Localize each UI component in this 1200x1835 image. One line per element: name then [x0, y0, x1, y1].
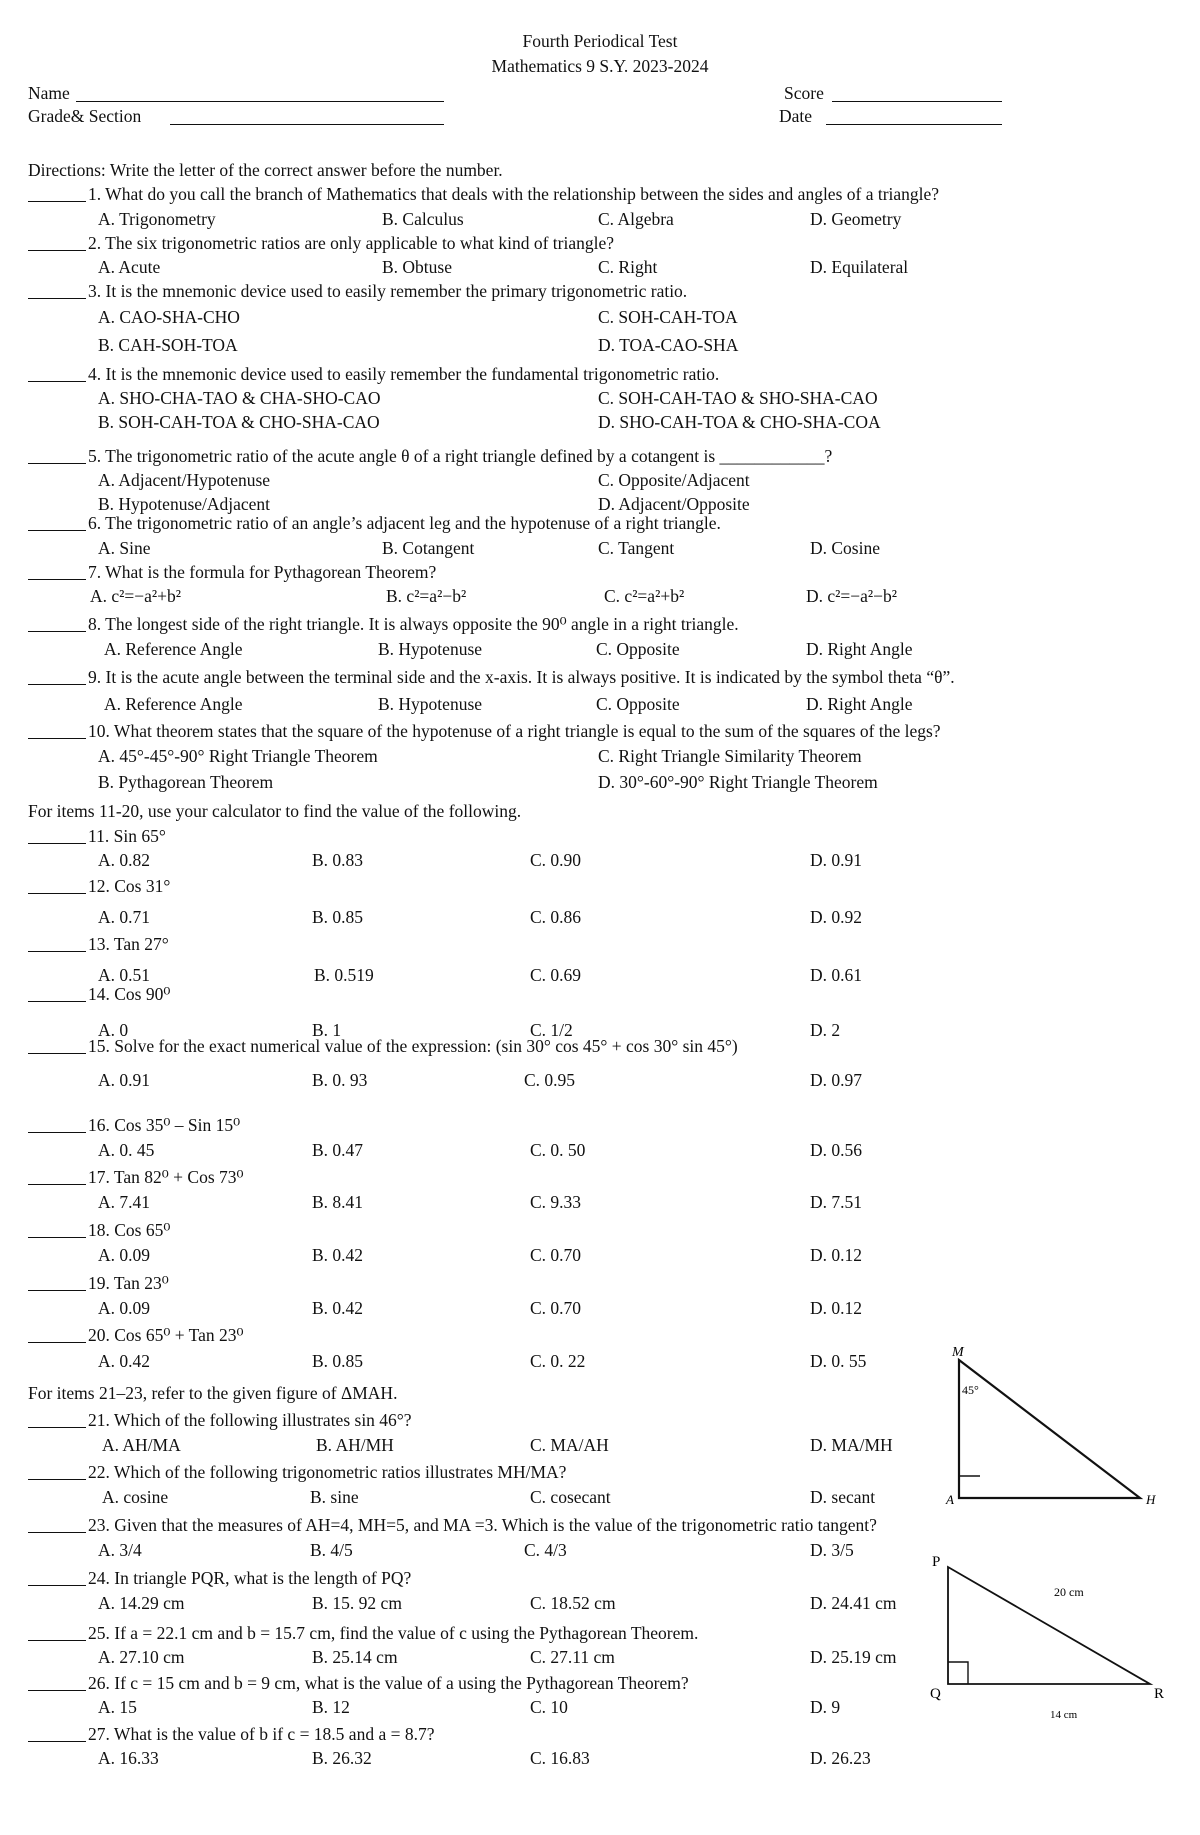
answer-choice: D. TOA-CAO-SHA: [598, 335, 739, 355]
answer-choice: A. 3/4: [98, 1540, 142, 1560]
answer-choice: C. 0.95: [524, 1070, 576, 1090]
answer-choice: A. 0.09: [98, 1298, 151, 1318]
question-stem: 11. Sin 65°: [88, 826, 166, 846]
answer-blank[interactable]: [28, 631, 86, 632]
answer-choice: B. SOH-CAH-TOA & CHO-SHA-CAO: [98, 412, 380, 432]
answer-choice: D. Adjacent/Opposite: [598, 494, 750, 514]
answer-choice: B. 25.14 cm: [312, 1647, 398, 1667]
answer-blank[interactable]: [28, 1132, 86, 1133]
answer-choice: C. 0.70: [530, 1245, 582, 1265]
question-stem: 3. It is the mnemonic device used to easily remember the primary trigonometric ratio.: [88, 281, 688, 301]
answer-choice: A. Acute: [98, 257, 161, 277]
grade-section-field[interactable]: [170, 124, 444, 125]
answer-choice: B. 26.32: [312, 1748, 372, 1768]
question-stem: 18. Cos 65⁰: [88, 1220, 171, 1240]
answer-choice: D. 0.97: [810, 1070, 863, 1090]
answer-blank[interactable]: [28, 1741, 86, 1742]
answer-choice: B. sine: [310, 1487, 359, 1507]
answer-choice: B. 1: [312, 1020, 342, 1040]
answer-choice: C. Right Triangle Similarity Theorem: [598, 746, 862, 766]
answer-choice: B. 15. 92 cm: [312, 1593, 402, 1613]
answer-blank[interactable]: [28, 250, 86, 251]
answer-choice: B. Calculus: [382, 209, 464, 229]
answer-choice: C. MA/AH: [530, 1435, 609, 1455]
answer-choice: C. Right: [598, 257, 658, 277]
answer-choice: B. c²=a²−b²: [386, 586, 467, 606]
answer-blank[interactable]: [28, 1001, 86, 1002]
answer-blank[interactable]: [28, 381, 86, 382]
question-stem: 16. Cos 35⁰ – Sin 15⁰: [88, 1115, 241, 1135]
answer-choice: D. secant: [810, 1487, 876, 1507]
answer-choice: A. c²=−a²+b²: [90, 586, 182, 606]
answer-choice: D. 2: [810, 1020, 841, 1040]
answer-choice: B. 4/5: [310, 1540, 353, 1560]
answer-choice: C. 1/2: [530, 1020, 573, 1040]
question-stem: 25. If a = 22.1 cm and b = 15.7 cm, find the value of c using the Pythagorean Theorem.: [88, 1623, 699, 1643]
date-label: Date: [779, 106, 813, 126]
question-stem: 22. Which of the following trigonometric ratios illustrates MH/MA?: [88, 1462, 567, 1482]
answer-choice: A. Sine: [98, 538, 151, 558]
answer-choice: C. c²=a²+b²: [604, 586, 685, 606]
answer-choice: A. cosine: [102, 1487, 169, 1507]
question-stem: 12. Cos 31°: [88, 876, 171, 896]
grade-section-label: Grade& Section: [28, 106, 142, 126]
question-stem: 19. Tan 23⁰: [88, 1273, 169, 1293]
answer-choice: C. Opposite: [596, 694, 680, 714]
answer-choice: A. Reference Angle: [104, 694, 243, 714]
answer-blank[interactable]: [28, 1290, 86, 1291]
answer-blank[interactable]: [28, 201, 86, 202]
answer-blank[interactable]: [28, 1690, 86, 1691]
triangle-pqr: [948, 1567, 1150, 1684]
answer-choice: D. Geometry: [810, 209, 902, 229]
answer-choice: A. 0.51: [98, 965, 151, 985]
answer-choice: D. Cosine: [810, 538, 880, 558]
question-stem: 21. Which of the following illustrates sin 46°?: [88, 1410, 412, 1430]
answer-choice: B. Hypotenuse: [378, 694, 483, 714]
answer-blank[interactable]: [28, 1053, 86, 1054]
answer-blank[interactable]: [28, 579, 86, 580]
answer-choice: A. 0: [98, 1020, 129, 1040]
answer-choice: C. 0.69: [530, 965, 582, 985]
answer-choice: D. SHO-CAH-TOA & CHO-SHA-COA: [598, 412, 881, 432]
answer-choice: B. 0.85: [312, 1351, 364, 1371]
answer-choice: D. 26.23: [810, 1748, 871, 1768]
answer-choice: D. 3/5: [810, 1540, 854, 1560]
answer-choice: A. AH/MA: [102, 1435, 181, 1455]
answer-choice: B. Hypotenuse: [378, 639, 483, 659]
answer-choice: D. 0.91: [810, 850, 863, 870]
vertex-r-label: R: [1154, 1686, 1165, 1702]
answer-blank[interactable]: [28, 1427, 86, 1428]
right-angle-marker: [948, 1662, 968, 1684]
answer-blank[interactable]: [28, 1532, 86, 1533]
answer-choice: D. 30°-60°-90° Right Triangle Theorem: [598, 772, 878, 792]
answer-choice: A. CAO-SHA-CHO: [98, 307, 240, 327]
answer-choice: A. 0.09: [98, 1245, 151, 1265]
answer-choice: D. 9: [810, 1697, 841, 1717]
question-stem: 1. What do you call the branch of Mathematics that deals with the relationship between the sides and angles of a triangle?: [88, 184, 940, 204]
answer-choice: C. 18.52 cm: [530, 1593, 616, 1613]
answer-choice: B. Cotangent: [382, 538, 475, 558]
answer-choice: B. Pythagorean Theorem: [98, 772, 274, 792]
name-label: Name: [28, 83, 70, 103]
answer-choice: B. 0.42: [312, 1298, 364, 1318]
question-stem: 15. Solve for the exact numerical value of the expression: (sin 30° cos 45° + cos 30° sin 45°): [88, 1036, 738, 1056]
question-stem: 9. It is the acute angle between the terminal side and the x-axis. It is always positive. It is indicated by the symbol theta “θ”.: [88, 667, 955, 687]
answer-choice: C. SOH-CAH-TAO & SHO-SHA-CAO: [598, 388, 878, 408]
directions: Directions: Write the letter of the correct answer before the number.: [28, 160, 503, 180]
question-stem: 17. Tan 82⁰ + Cos 73⁰: [88, 1167, 244, 1187]
answer-choice: B. AH/MH: [316, 1435, 394, 1455]
answer-choice: B. 0.47: [312, 1140, 364, 1160]
answer-choice: A. Reference Angle: [104, 639, 243, 659]
answer-choice: C. 0. 22: [530, 1351, 586, 1371]
answer-choice: C. 0. 50: [530, 1140, 586, 1160]
base-label: 14 cm: [1050, 1709, 1078, 1721]
answer-choice: B. CAH-SOH-TOA: [98, 335, 238, 355]
answer-blank[interactable]: [28, 463, 86, 464]
answer-choice: A. 0.91: [98, 1070, 151, 1090]
question-stem: 23. Given that the measures of AH=4, MH=5, and MA =3. Which is the value of the trigonometric ratio tangent?: [88, 1515, 877, 1535]
mah-instruction: For items 21–23, refer to the given figure of ΔMAH.: [28, 1383, 398, 1403]
answer-blank[interactable]: [28, 1479, 86, 1480]
triangle-pqr-figure: [920, 1552, 1180, 1742]
answer-choice: A. 27.10 cm: [98, 1647, 185, 1667]
answer-choice: D. c²=−a²−b²: [806, 586, 898, 606]
hypotenuse-label: 20 cm: [1054, 1585, 1084, 1599]
answer-choice: D. Right Angle: [806, 639, 913, 659]
answer-choice: D. 7.51: [810, 1192, 863, 1212]
test-title: Fourth Periodical Test: [522, 31, 678, 51]
answer-choice: A. 7.41: [98, 1192, 151, 1212]
question-stem: 24. In triangle PQR, what is the length of PQ?: [88, 1568, 412, 1588]
answer-blank[interactable]: [28, 530, 86, 531]
answer-choice: C. 9.33: [530, 1192, 582, 1212]
answer-choice: B. 0.85: [312, 907, 364, 927]
answer-choice: A. 45°-45°-90° Right Triangle Theorem: [98, 746, 378, 766]
answer-choice: D. 0.12: [810, 1298, 863, 1318]
answer-choice: D. 0. 55: [810, 1351, 867, 1371]
answer-choice: B. 0.519: [314, 965, 374, 985]
answer-choice: A. 14.29 cm: [98, 1593, 185, 1613]
vertex-p-label: P: [932, 1554, 941, 1570]
answer-choice: C. Opposite: [596, 639, 680, 659]
answer-choice: A. 15: [98, 1697, 137, 1717]
answer-choice: A. 0.82: [98, 850, 151, 870]
answer-choice: D. 0.56: [810, 1140, 863, 1160]
answer-blank[interactable]: [28, 843, 86, 844]
answer-blank[interactable]: [28, 738, 86, 739]
answer-choice: A. SHO-CHA-TAO & CHA-SHO-CAO: [98, 388, 381, 408]
test-subtitle: Mathematics 9 S.Y. 2023-2024: [491, 56, 709, 76]
answer-choice: B. Hypotenuse/Adjacent: [98, 494, 271, 514]
score-field[interactable]: [832, 101, 1002, 102]
answer-choice: B. 0.83: [312, 850, 364, 870]
answer-choice: C. Tangent: [598, 538, 675, 558]
answer-blank[interactable]: [28, 1585, 86, 1586]
answer-choice: B. 0. 93: [312, 1070, 368, 1090]
answer-choice: C. Algebra: [598, 209, 674, 229]
answer-choice: A. 0. 45: [98, 1140, 155, 1160]
question-stem: 7. What is the formula for Pythagorean Theorem?: [88, 562, 437, 582]
answer-choice: A. Adjacent/Hypotenuse: [98, 470, 271, 490]
question-stem: 26. If c = 15 cm and b = 9 cm, what is the value of a using the Pythagorean Theorem?: [88, 1673, 689, 1693]
answer-choice: D. 0.61: [810, 965, 863, 985]
answer-choice: D. 0.92: [810, 907, 863, 927]
answer-choice: A. 0.71: [98, 907, 151, 927]
answer-blank[interactable]: [28, 893, 86, 894]
angle-label: 45°: [962, 1383, 979, 1397]
answer-choice: D. Right Angle: [806, 694, 913, 714]
answer-choice: B. 8.41: [312, 1192, 364, 1212]
question-stem: 14. Cos 90⁰: [88, 984, 171, 1004]
answer-choice: C. 4/3: [524, 1540, 567, 1560]
answer-blank[interactable]: [28, 1237, 86, 1238]
answer-choice: B. 0.42: [312, 1245, 364, 1265]
answer-choice: C. 0.86: [530, 907, 582, 927]
calculator-instruction: For items 11-20, use your calculator to find the value of the following.: [28, 801, 522, 821]
answer-choice: B. Obtuse: [382, 257, 452, 277]
answer-choice: C. 0.90: [530, 850, 582, 870]
answer-choice: C. 27.11 cm: [530, 1647, 615, 1667]
date-field[interactable]: [826, 124, 1002, 125]
score-label: Score: [784, 83, 824, 103]
answer-blank[interactable]: [28, 298, 86, 299]
answer-choice: C. cosecant: [530, 1487, 611, 1507]
question-stem: 20. Cos 65⁰ + Tan 23⁰: [88, 1325, 244, 1345]
question-stem: 6. The trigonometric ratio of an angle’s adjacent leg and the hypotenuse of a right triangle.: [88, 513, 721, 533]
vertex-a-label: A: [946, 1492, 954, 1507]
answer-blank[interactable]: [28, 1184, 86, 1185]
answer-blank[interactable]: [28, 684, 86, 685]
answer-choice: D. 24.41 cm: [810, 1593, 897, 1613]
question-stem: 5. The trigonometric ratio of the acute angle θ of a right triangle defined by a cotangent is ____________?: [88, 446, 833, 466]
triangle-mah: [959, 1360, 1140, 1498]
triangle-mah-figure: [942, 1338, 1182, 1518]
name-field[interactable]: [76, 101, 444, 102]
answer-blank[interactable]: [28, 951, 86, 952]
answer-blank[interactable]: [28, 1342, 86, 1343]
question-stem: 2. The six trigonometric ratios are only applicable to what kind of triangle?: [88, 233, 614, 253]
question-stem: 27. What is the value of b if c = 18.5 and a = 8.7?: [88, 1724, 435, 1744]
vertex-h-label: H: [1146, 1492, 1156, 1507]
answer-choice: C. 10: [530, 1697, 568, 1717]
question-stem: 8. The longest side of the right triangle. It is always opposite the 90⁰ angle in a right triangle.: [88, 614, 739, 634]
answer-choice: D. 25.19 cm: [810, 1647, 897, 1667]
answer-choice: C. 0.70: [530, 1298, 582, 1318]
answer-choice: B. 12: [312, 1697, 350, 1717]
question-stem: 10. What theorem states that the square of the hypotenuse of a right triangle is equal to the sum of the squares of the legs?: [88, 721, 941, 741]
answer-choice: D. Equilateral: [810, 257, 909, 277]
answer-choice: C. 16.83: [530, 1748, 590, 1768]
question-stem: 13. Tan 27°: [88, 934, 169, 954]
answer-choice: A. Trigonometry: [98, 209, 216, 229]
answer-choice: C. SOH-CAH-TOA: [598, 307, 738, 327]
answer-choice: C. Opposite/Adjacent: [598, 470, 750, 490]
vertex-m-label: M: [952, 1345, 964, 1360]
vertex-q-label: Q: [930, 1686, 941, 1702]
question-stem: 4. It is the mnemonic device used to easily remember the fundamental trigonometric ratio.: [88, 364, 720, 384]
answer-choice: D. MA/MH: [810, 1435, 893, 1455]
answer-choice: A. 0.42: [98, 1351, 151, 1371]
answer-choice: A. 16.33: [98, 1748, 159, 1768]
answer-choice: D. 0.12: [810, 1245, 863, 1265]
answer-blank[interactable]: [28, 1640, 86, 1641]
